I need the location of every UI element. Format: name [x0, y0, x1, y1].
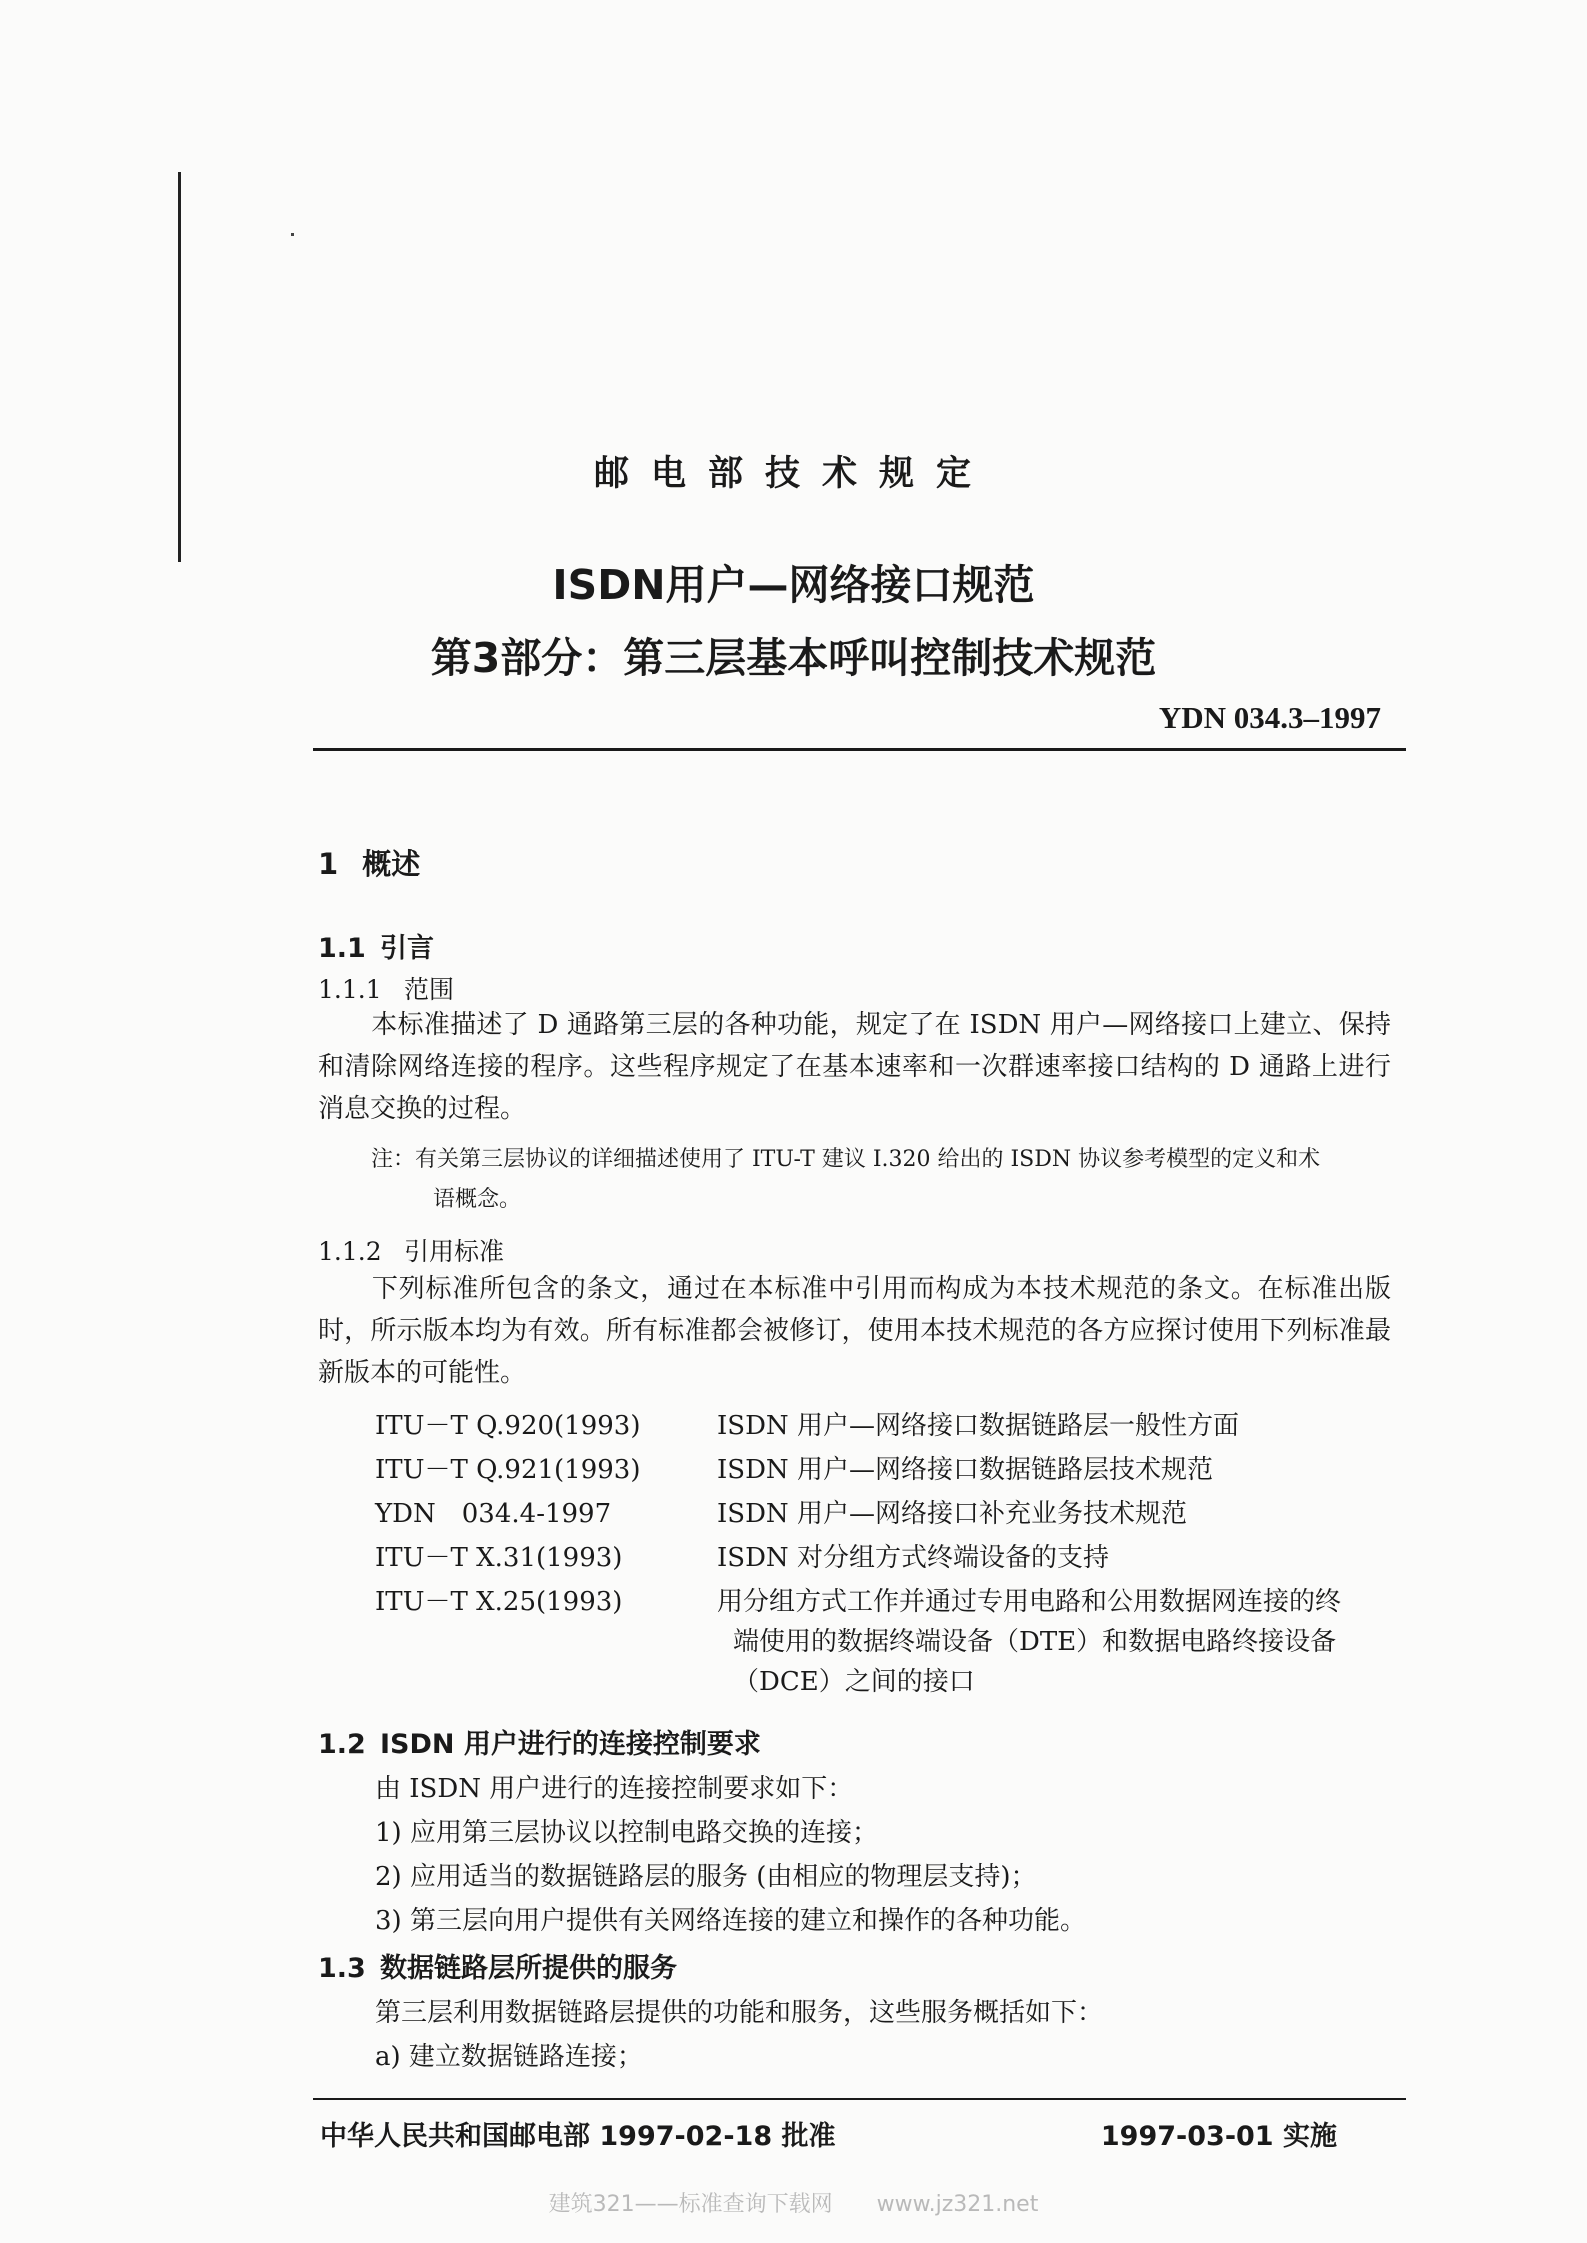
note-text: 注：有关第三层协议的详细描述使用了 ITU-T 建议 I.320 给出的 ISDN 协议参考模型的定义和术	[371, 1147, 1321, 1172]
section-title: 数据链路层所提供的服务	[380, 1953, 677, 1984]
reference-title	[717, 1582, 1407, 1702]
paragraph-text: 下列标准所包含的条文，通过在本标准中引用而构成为本技术规范的条文。在标准出版时，所示版本均为有效。所有标准都会被修订，使用本技术规范的各方应探讨使用下列标准最新版本的可能性。	[318, 1274, 1391, 1388]
watermark: 建筑321——标准查询下载网 www.jz321.net	[548, 2192, 1039, 2217]
standard-number: YDN 034.3–1997	[1158, 700, 1381, 735]
list-item: 3) 第三层向用户提供有关网络连接的建立和操作的各种功能。	[375, 1906, 1086, 1936]
scan-speck	[291, 233, 294, 236]
reference-title: ISDN 用户—网络接口数据链路层一般性方面	[717, 1411, 1239, 1441]
section-title: ISDN 用户进行的连接控制要求	[380, 1729, 761, 1760]
document-subtitle: 第3部分：第三层基本呼叫控制技术规范	[430, 634, 1157, 682]
reference-code: ITU－T X.25(1993)	[375, 1587, 623, 1617]
reference-code: ITU－T Q.920(1993)	[375, 1411, 641, 1441]
scope-paragraph	[318, 1004, 1391, 1130]
section-number: 1.1.1	[318, 975, 382, 1004]
reference-title-line: （DCE）之间的接口	[733, 1667, 975, 1697]
references-paragraph	[318, 1268, 1391, 1394]
implementation-date: 1997-03-01 实施	[1100, 2121, 1337, 2152]
list-item: a) 建立数据链路连接；	[375, 2042, 643, 2072]
reference-title: ISDN 对分组方式终端设备的支持	[717, 1543, 1109, 1573]
section-title: 范围	[404, 975, 455, 1004]
section-title: 概述	[362, 847, 421, 881]
note-text-cont: 语概念。	[433, 1187, 522, 1212]
scan-margin-mark	[178, 172, 181, 562]
section-title: 引言	[380, 933, 434, 964]
section-number: 1.2	[318, 1729, 366, 1760]
reference-title-line: 端使用的数据终端设备（DTE）和数据电路终接设备	[733, 1627, 1337, 1657]
paragraph-text: 本标准描述了 D 通路第三层的各种功能，规定了在 ISDN 用户—网络接口上建立、保持和清除网络连接的程序。这些程序规定了在基本速率和一次群速率接口结构的 D 通路上进行消息交换的过程。	[318, 1010, 1391, 1124]
reference-title: ISDN 用户—网络接口数据链路层技术规范	[717, 1455, 1213, 1485]
section-1-1-1-heading	[318, 970, 454, 1006]
document-title: ISDN用户—网络接口规范	[552, 561, 1035, 609]
section-1-1-2-heading	[318, 1232, 504, 1268]
list-item: 1) 应用第三层协议以控制电路交换的连接；	[375, 1818, 878, 1848]
issuing-agency: 邮电部技术规定	[593, 454, 993, 494]
reference-title: ISDN 用户—网络接口补充业务技术规范	[717, 1499, 1187, 1529]
section-1-heading	[318, 842, 420, 883]
section-intro: 第三层利用数据链路层提供的功能和服务，这些服务概括如下：	[375, 1998, 1104, 2028]
reference-code: ITU－T Q.921(1993)	[375, 1455, 641, 1485]
section-number: 1	[318, 847, 339, 881]
section-intro: 由 ISDN 用户进行的连接控制要求如下：	[375, 1774, 854, 1804]
section-1-1-heading	[318, 926, 434, 965]
section-number: 1.3	[318, 1953, 366, 1984]
reference-code: ITU－T X.31(1993)	[375, 1543, 623, 1573]
footer-rule	[313, 2098, 1406, 2100]
reference-title-line: 用分组方式工作并通过专用电路和公用数据网连接的终	[717, 1587, 1342, 1617]
header-rule	[313, 748, 1406, 751]
approval-line: 中华人民共和国邮电部 1997-02-18 批准	[320, 2121, 836, 2152]
reference-code: YDN 034.4-1997	[375, 1499, 612, 1529]
section-1-2-heading	[318, 1722, 761, 1761]
section-title: 引用标准	[404, 1237, 505, 1266]
section-number: 1.1	[318, 933, 366, 964]
section-1-3-heading	[318, 1946, 677, 1985]
list-item: 2) 应用适当的数据链路层的服务 (由相应的物理层支持)；	[375, 1862, 1037, 1892]
scope-note	[371, 1140, 1381, 1220]
section-number: 1.1.2	[318, 1237, 382, 1266]
